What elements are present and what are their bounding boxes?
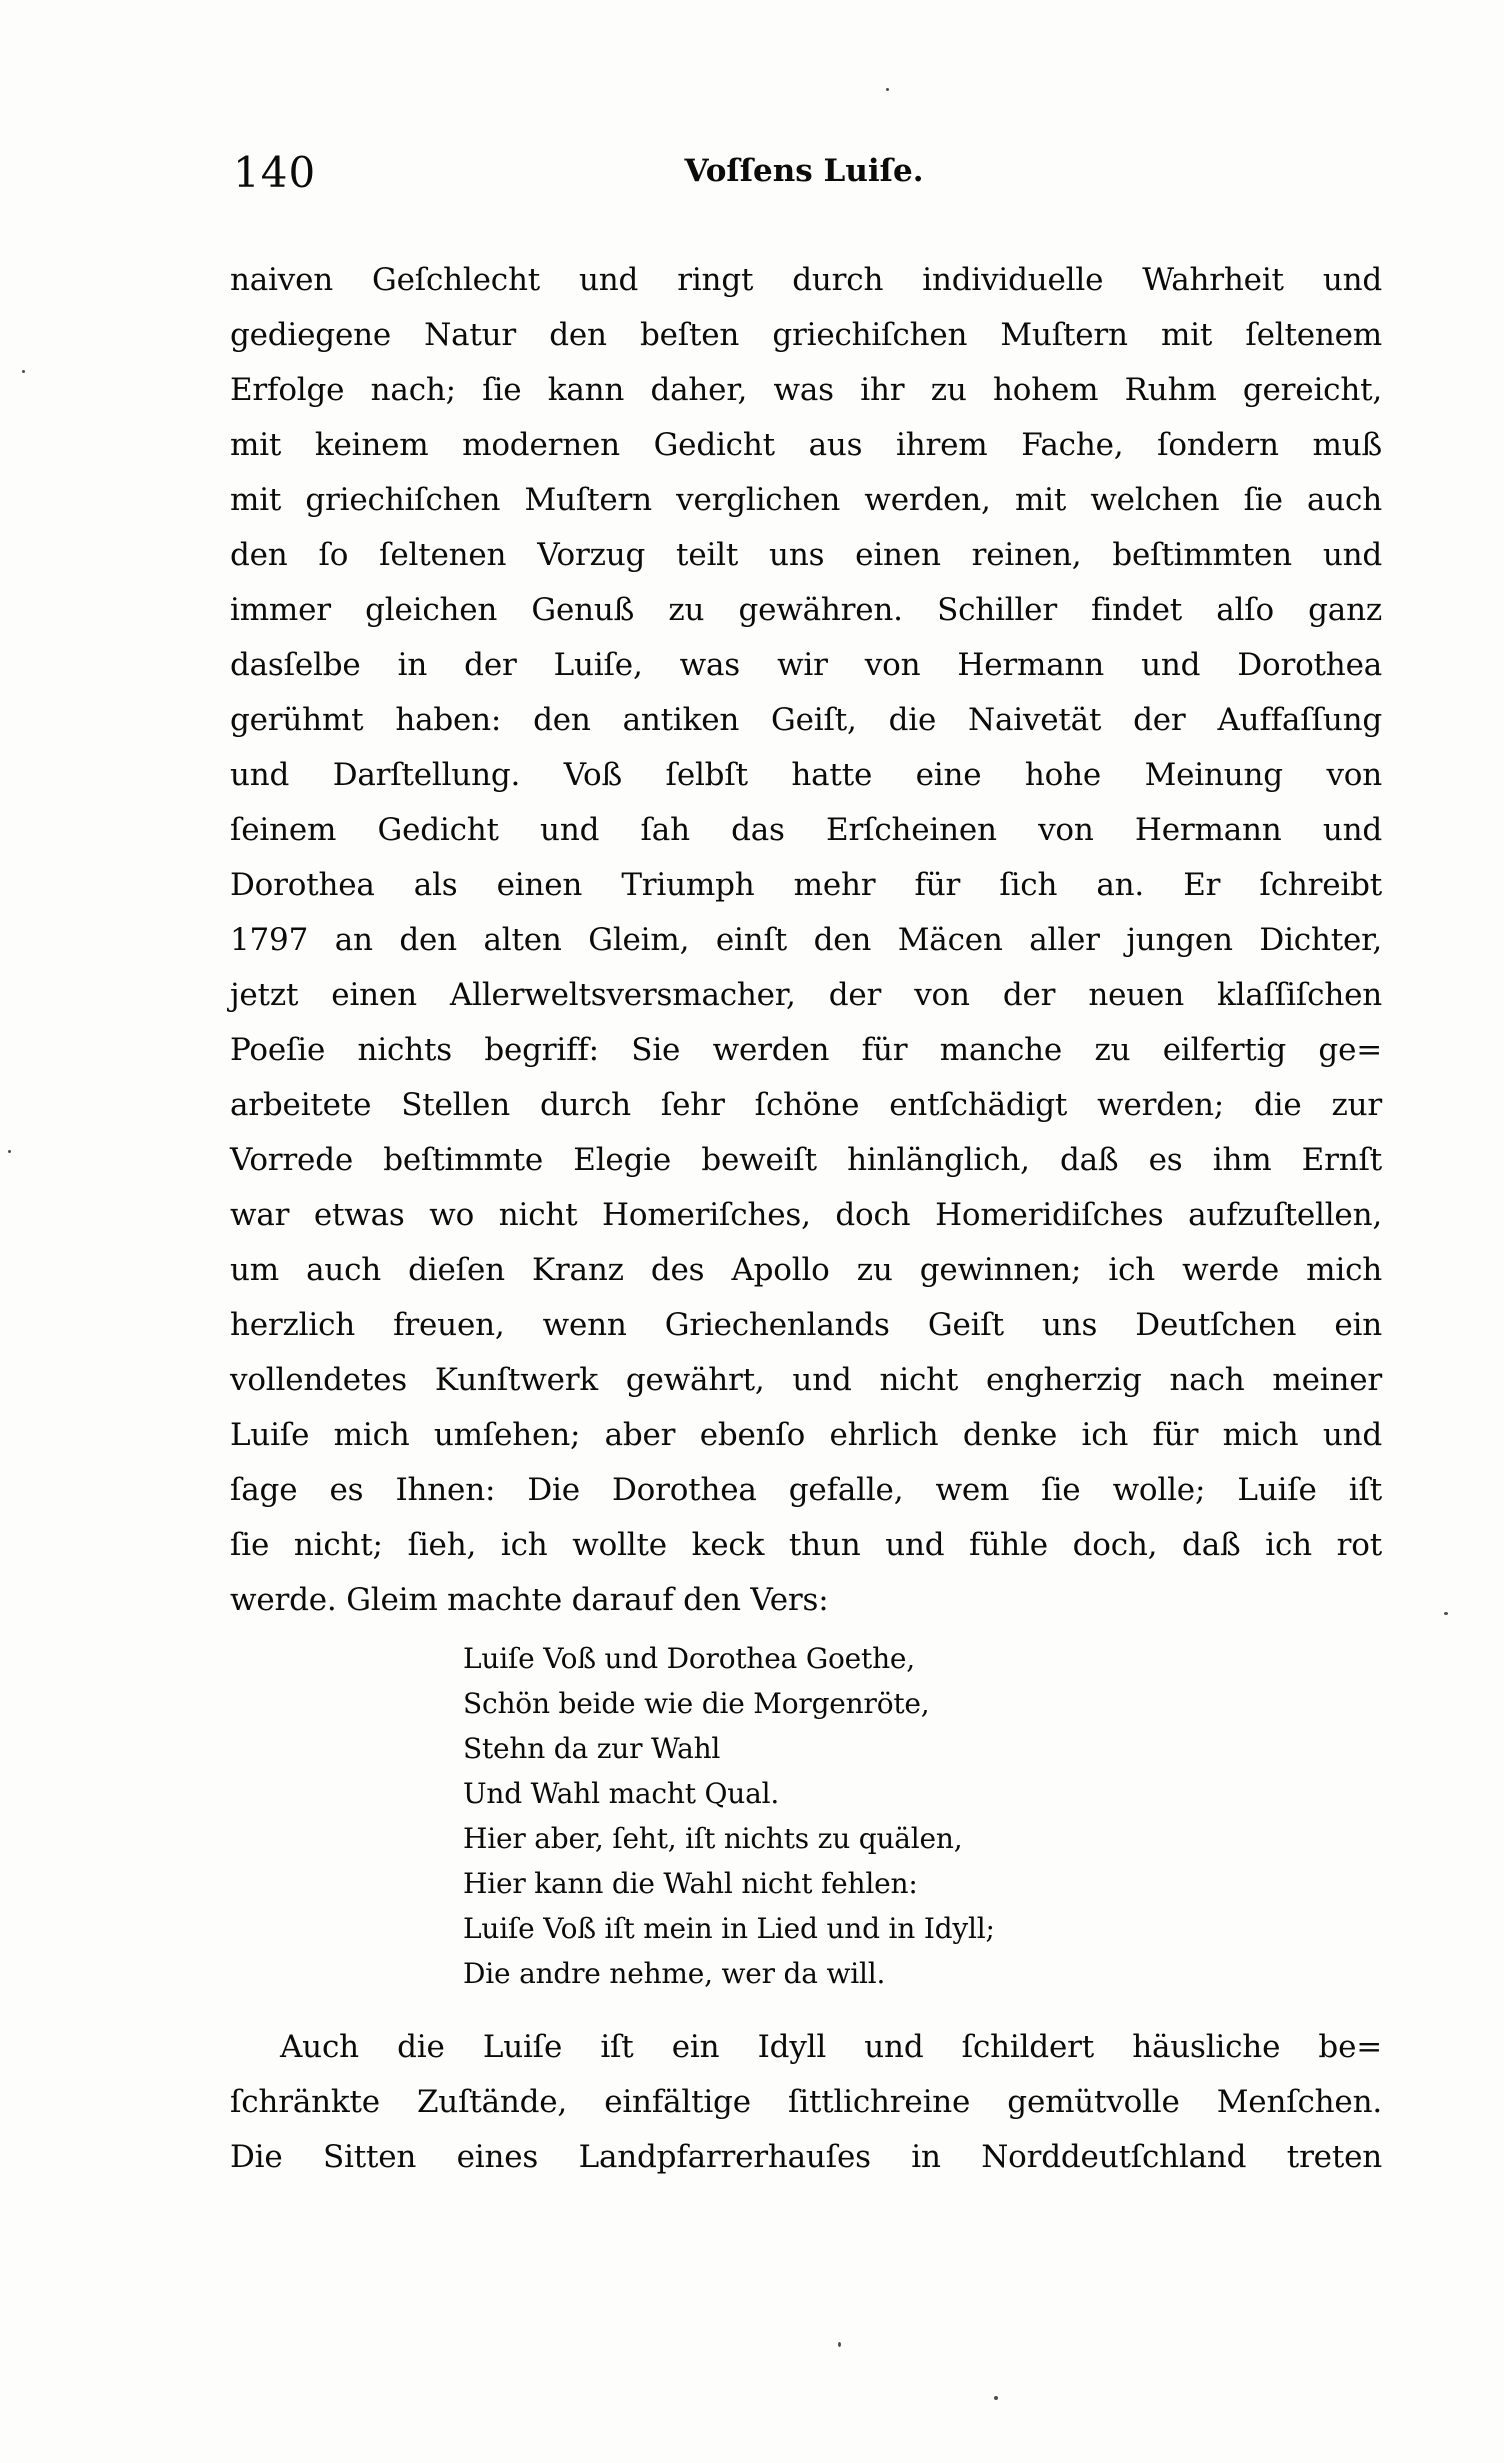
scan-speck (994, 2396, 998, 2400)
verse-line: Hier aber, ſeht, iſt nichts zu quälen, (463, 1822, 963, 1855)
verse-line: Schön beide wie die Morgenröte, (463, 1687, 930, 1720)
verse-line: Luiſe Voß iſt mein in Lied und in Idyll; (463, 1912, 995, 1945)
text-line: immer gleichen Genuß zu gewähren. Schiller findet alſo ganz (230, 592, 1382, 628)
verse-line: Stehn da zur Wahl (463, 1732, 721, 1765)
paragraph-new (230, 2020, 1382, 2185)
verse-block (463, 1636, 1382, 1996)
paragraph-continuation (230, 253, 1382, 1628)
running-title: Voſſens Luiſe. (684, 153, 924, 189)
text-line: Luiſe mich umſehen; aber ebenſo ehrlich denke ich für mich und (230, 1417, 1382, 1453)
text-line: ſie nicht; ſieh, ich wollte keck thun und fühle doch, daß ich rot (230, 1527, 1382, 1563)
text-line: ſeinem Gedicht und ſah das Erſcheinen von Hermann und (230, 812, 1382, 848)
text-line: ſage es Ihnen: Die Dorothea gefalle, wem ſie wolle; Luiſe iſt (230, 1472, 1382, 1508)
text-line: arbeitete Stellen durch ſehr ſchöne entſchädigt werden; die zur (230, 1087, 1382, 1123)
text-line: Auch die Luiſe iſt ein Idyll und ſchildert häusliche be= (280, 2029, 1382, 2065)
scan-speck (8, 1150, 11, 1153)
scan-speck (22, 370, 25, 373)
text-line: um auch dieſen Kranz des Apollo zu gewinnen; ich werde mich (230, 1252, 1382, 1288)
verse-line: Die andre nehme, wer da will. (463, 1957, 886, 1990)
text-line: dasſelbe in der Luiſe, was wir von Hermann und Dorothea (230, 647, 1382, 683)
text-line: gediegene Natur den beſten griechiſchen Muſtern mit ſeltenem (230, 317, 1382, 353)
scan-speck (838, 2342, 841, 2347)
text-line: Die Sitten eines Landpfarrerhauſes in Norddeutſchland treten (230, 2139, 1382, 2175)
text-line: ſchränkte Zuſtände, einfältige ſittlichreine gemütvolle Menſchen. (230, 2084, 1382, 2120)
verse-line: Und Wahl macht Qual. (463, 1777, 780, 1810)
text-line: Erfolge nach; ſie kann daher, was ihr zu hohem Ruhm gereicht, (230, 372, 1382, 408)
scan-speck (886, 88, 889, 91)
scan-speck (1444, 1612, 1448, 1615)
text-line: und Darſtellung. Voß ſelbſt hatte eine hohe Meinung von (230, 757, 1382, 793)
text-line: war etwas wo nicht Homeriſches, doch Homeridiſches aufzuſtellen, (230, 1197, 1382, 1233)
text-block (230, 253, 1382, 2185)
text-line: herzlich freuen, wenn Griechenlands Geiſt uns Deutſchen ein (230, 1307, 1382, 1343)
text-line: naiven Geſchlecht und ringt durch individuelle Wahrheit und (230, 262, 1382, 298)
text-line: mit keinem modernen Gedicht aus ihrem Fache, ſondern muß (230, 427, 1382, 463)
text-line: 1797 an den alten Gleim, einſt den Mäcen aller jungen Dichter, (230, 922, 1382, 958)
text-line: vollendetes Kunſtwerk gewährt, und nicht engherzig nach meiner (230, 1362, 1382, 1398)
text-line: jetzt einen Allerweltsversmacher, der von der neuen klaſſiſchen (230, 977, 1382, 1013)
text-line: Vorrede beſtimmte Elegie beweiſt hinlänglich, daß es ihm Ernſt (230, 1142, 1382, 1178)
text-line: den ſo ſeltenen Vorzug teilt uns einen reinen, beſtimmten und (230, 537, 1382, 573)
text-line: Poeſie nichts begriff: Sie werden für manche zu eilfertig ge= (230, 1032, 1382, 1068)
text-line: Dorothea als einen Triumph mehr für ſich an. Er ſchreibt (230, 867, 1382, 903)
text-line: werde. Gleim machte darauf den Vers: (230, 1582, 829, 1618)
verse-line: Luiſe Voß und Dorothea Goethe, (463, 1642, 915, 1675)
text-line: mit griechiſchen Muſtern verglichen werden, mit welchen ſie auch (230, 482, 1382, 518)
page-number: 140 (233, 148, 317, 197)
verse-line: Hier kann die Wahl nicht fehlen: (463, 1867, 918, 1900)
text-line: gerühmt haben: den antiken Geiſt, die Naivetät der Auffaſſung (230, 702, 1382, 738)
